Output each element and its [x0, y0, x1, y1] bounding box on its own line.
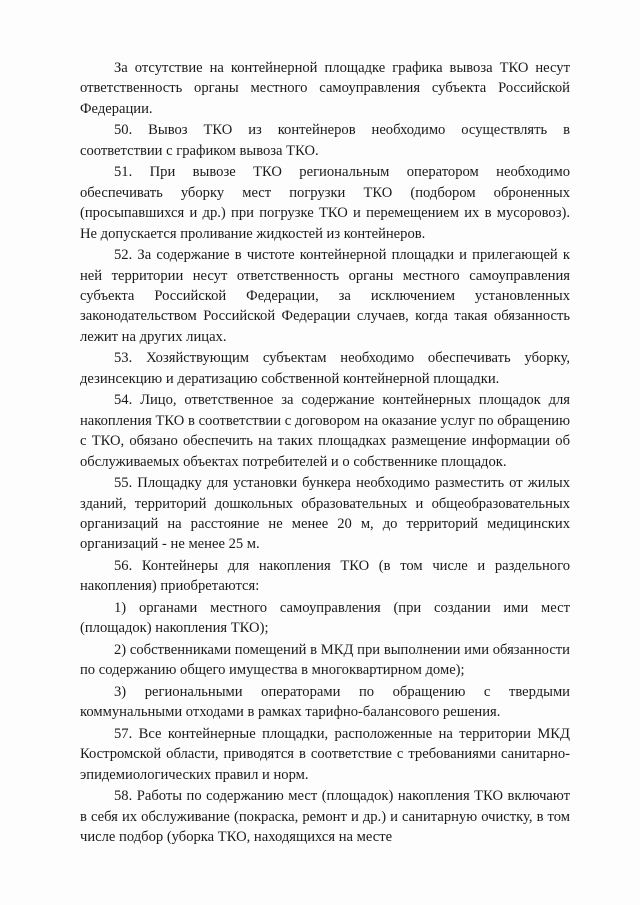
list-item-56-1: 1) органами местного самоуправления (при создании ими мест (площадок) накопления ТКО);	[80, 600, 570, 637]
paragraph-58: 58. Работы по содержанию мест (площадок) накопления ТКО включают в себя их обслуживание (покраска, ремонт и др.) и санитарную очистку, в том числе подбор (уборка ТКО, находящихся на месте	[80, 788, 570, 846]
paragraph-container-note: За отсутствие на контейнерной площадке графика вывоза ТКО несут ответственность органы местного самоуправления субъекта Российской Федерации.	[80, 60, 570, 117]
list-item-56-2: 2) собственниками помещений в МКД при выполнении ими обязанности по содержанию общего имущества в многоквартирном доме);	[80, 642, 570, 679]
paragraph-56: 56. Контейнеры для накопления ТКО (в том числе и раздельного накопления) приобретаются:	[80, 558, 570, 595]
list-item-56-3: 3) региональными операторами по обращению с твердыми коммунальными отходами в рамках тарифно-балансового решения.	[80, 684, 570, 721]
paragraph-57: 57. Все контейнерные площадки, расположенные на территории МКД Костромской области, приводятся в соответствие с требованиями санитарно-эпидемиологических правил и норм.	[80, 726, 570, 783]
paragraph-51: 51. При вывозе ТКО региональным оператором необходимо обеспечивать уборку мест погрузки ТКО (подбором оброненных (просыпавшихся и др.) при погрузке ТКО и перемещением их в мусоровоз). Не допускается проливание жидкостей из контейнеров.	[80, 164, 570, 242]
paragraph-53: 53. Хозяйствующим субъектам необходимо обеспечивать уборку, дезинсекцию и дератизацию собственной контейнерной площадки.	[80, 350, 570, 387]
paragraph-55: 55. Площадку для установки бункера необходимо разместить от жилых зданий, территорий дошкольных образовательных и общеобразовательных организаций на расстояние не менее 20 м, до территорий медицинских организаций - не менее 25 м.	[80, 475, 570, 553]
document-body	[80, 58, 570, 849]
paragraph-54: 54. Лицо, ответственное за содержание контейнерных площадок для накопления ТКО в соответствии с договором на оказание услуг по обращению с ТКО, обязано обеспечить на таких площадках размещение информации об обслуживаемых объектах потребителей и о собственнике площадок.	[80, 392, 570, 470]
paragraph-52: 52. За содержание в чистоте контейнерной площадки и прилегающей к ней территории несут ответственность органы местного самоуправления субъекта Российской Федерации, за исключением установленных законодательством Российской Федерации случаев, когда такая обязанность лежит на других лицах.	[80, 247, 570, 345]
paragraph-50: 50. Вывоз ТКО из контейнеров необходимо осуществлять в соответствии с графиком вывоза ТКО.	[80, 122, 570, 159]
